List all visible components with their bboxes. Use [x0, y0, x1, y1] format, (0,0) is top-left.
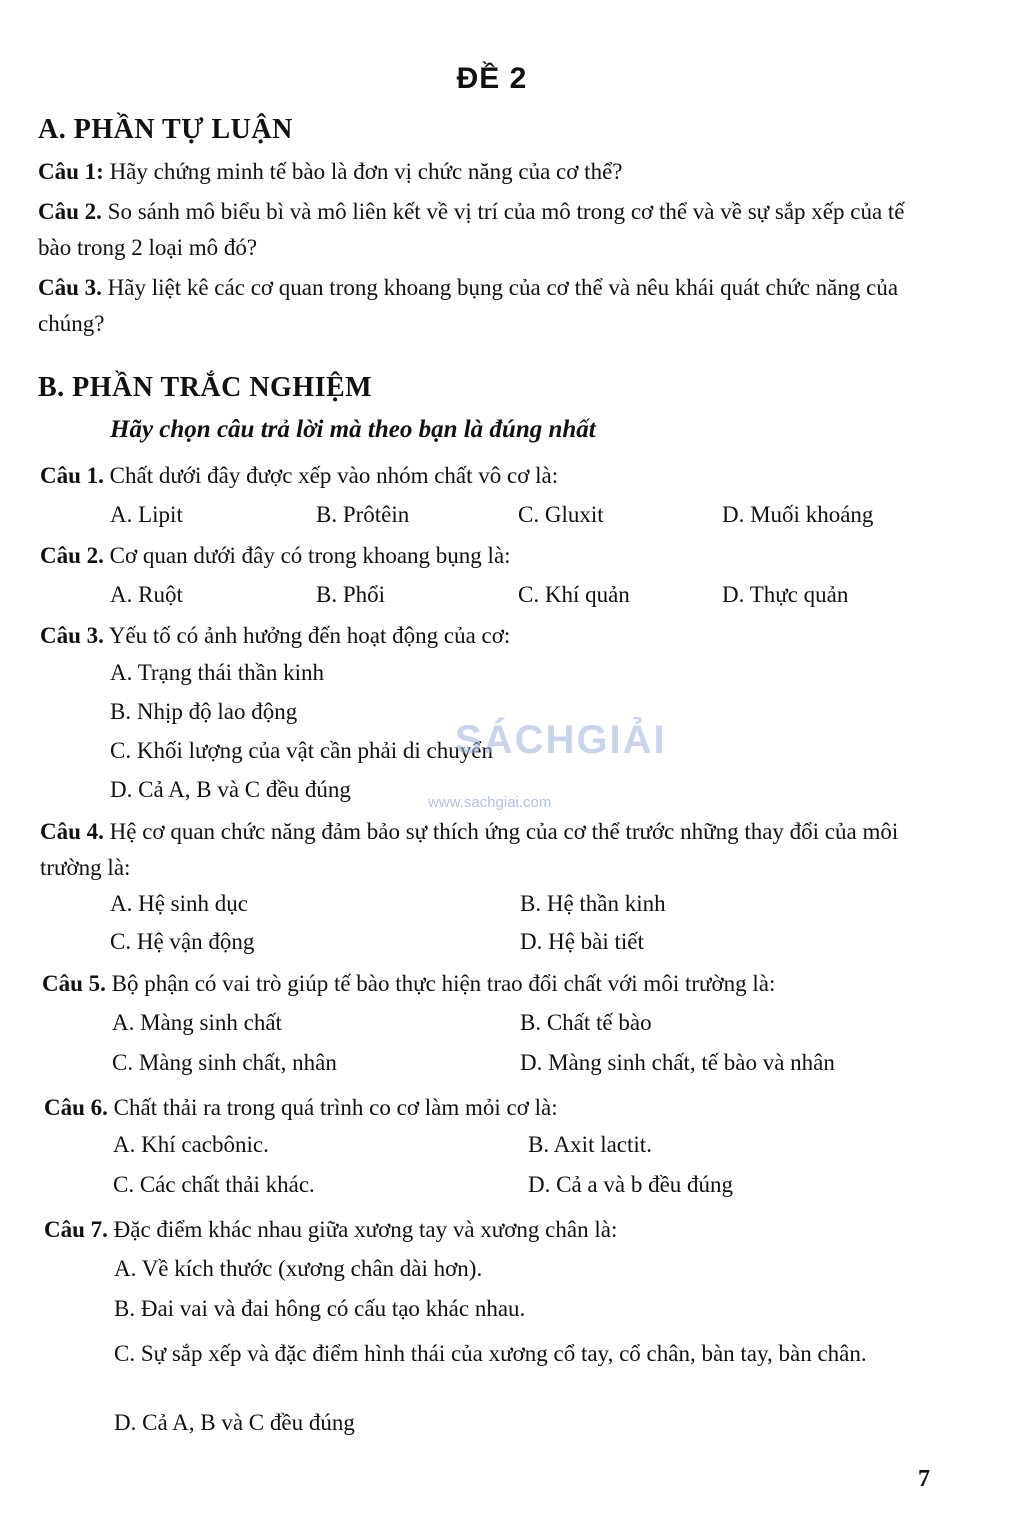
q4-option-b: B. Hệ thần kinh — [520, 891, 666, 916]
q1-option-b: B. Prôtêin — [316, 502, 410, 527]
q3-option-b: B. Nhịp độ lao động — [110, 699, 298, 724]
section-b-heading: B. PHẦN TRẮC NGHIỆM — [38, 372, 373, 403]
watermark-url: www.sachgiai.com — [428, 794, 552, 811]
question-text: Chất thải ra trong quá trình co cơ làm mỏi cơ là: — [113, 1095, 558, 1120]
exam-title: ĐỀ 2 — [456, 62, 528, 95]
section-a-heading: A. PHẦN TỰ LUẬN — [38, 114, 293, 145]
q3-option-c: C. Khối lượng của vật cần phải di chuyển — [110, 738, 493, 763]
q5-option-b: B. Chất tế bào — [520, 1010, 652, 1035]
essay-question-1 — [38, 154, 622, 190]
q2-option-c: C. Khí quản — [518, 582, 630, 607]
question-label: Câu 7. — [44, 1217, 108, 1242]
question-label: Câu 5. — [42, 971, 106, 996]
instruction-text: Hãy chọn câu trả lời mà theo bạn là đúng nhất — [110, 416, 596, 443]
question-label: Câu 3. — [38, 275, 102, 300]
q7-option-a: A. Về kích thước (xương chân dài hơn). — [114, 1256, 483, 1281]
q2-option-d: D. Thực quản — [722, 582, 849, 607]
q6-option-a: A. Khí cacbônic. — [113, 1132, 269, 1157]
q5-option-d: D. Màng sinh chất, tế bào và nhân — [520, 1050, 835, 1075]
q2-option-a: A. Ruột — [110, 582, 183, 607]
q7-option-b: B. Đai vai và đai hông có cấu tạo khác nhau. — [114, 1296, 526, 1321]
q1-option-d: D. Muối khoáng — [722, 502, 874, 527]
question-text: Hệ cơ quan chức năng đảm bảo sự thích ứng của cơ thể trước những thay đổi của môi trường là: — [40, 819, 899, 880]
question-label: Câu 2. — [38, 199, 102, 224]
question-text: Bộ phận có vai trò giúp tế bào thực hiện trao đổi chất với môi trường là: — [111, 971, 776, 996]
q4-option-c: C. Hệ vận động — [110, 929, 255, 954]
q1-option-c: C. Gluxit — [518, 502, 604, 527]
question-label: Câu 1: — [38, 159, 104, 184]
q7-option-c: C. Sự sắp xếp và đặc điểm hình thái của xương cổ tay, cổ chân, bàn tay, bàn chân. — [114, 1341, 867, 1366]
mc-question-6 — [44, 1090, 558, 1126]
question-text: Hãy liệt kê các cơ quan trong khoang bụng của cơ thể và nêu khái quát chức năng của chúng? — [38, 275, 899, 336]
q7-option-d: D. Cả A, B và C đều đúng — [114, 1410, 355, 1435]
question-text: Đặc điểm khác nhau giữa xương tay và xương chân là: — [113, 1217, 618, 1242]
mc-question-2 — [40, 538, 511, 574]
q6-option-b: B. Axit lactit. — [528, 1132, 652, 1157]
q5-option-c: C. Màng sinh chất, nhân — [112, 1050, 337, 1075]
q3-option-d: D. Cả A, B và C đều đúng — [110, 777, 351, 802]
q2-option-b: B. Phổi — [316, 582, 386, 607]
page-number: 7 — [918, 1466, 930, 1492]
question-label: Câu 4. — [40, 819, 104, 844]
q5-option-a: A. Màng sinh chất — [112, 1010, 282, 1035]
q1-option-a: A. Lipit — [110, 502, 183, 527]
question-text: Cơ quan dưới đây có trong khoang bụng là: — [109, 543, 511, 568]
question-text: Yếu tố có ảnh hưởng đến hoạt động của cơ: — [108, 623, 511, 648]
question-label: Câu 6. — [44, 1095, 108, 1120]
q3-option-a: A. Trạng thái thần kinh — [110, 660, 325, 685]
question-text: So sánh mô biểu bì và mô liên kết về vị trí của mô trong cơ thể và về sự sắp xếp của tế bào trong 2 loại mô đó? — [38, 199, 905, 260]
question-text: Chất dưới đây được xếp vào nhóm chất vô cơ là: — [109, 463, 559, 488]
q6-option-c: C. Các chất thải khác. — [113, 1172, 315, 1197]
question-label: Câu 3. — [40, 623, 104, 648]
watermark-logo: SÁCHGIẢI — [455, 718, 667, 762]
q4-option-d: D. Hệ bài tiết — [520, 929, 644, 954]
q4-option-a: A. Hệ sinh dục — [110, 891, 248, 916]
mc-question-3 — [40, 618, 510, 654]
mc-question-5 — [42, 966, 775, 1002]
essay-question-2 — [38, 194, 928, 266]
mc-question-7 — [44, 1212, 617, 1248]
question-label: Câu 2. — [40, 543, 104, 568]
question-text: Hãy chứng minh tế bào là đơn vị chức năng của cơ thể? — [109, 159, 623, 184]
question-label: Câu 1. — [40, 463, 104, 488]
mc-question-4 — [40, 814, 930, 886]
q6-option-d: D. Cả a và b đều đúng — [528, 1172, 734, 1197]
mc-question-1 — [40, 458, 558, 494]
essay-question-3 — [38, 270, 928, 342]
